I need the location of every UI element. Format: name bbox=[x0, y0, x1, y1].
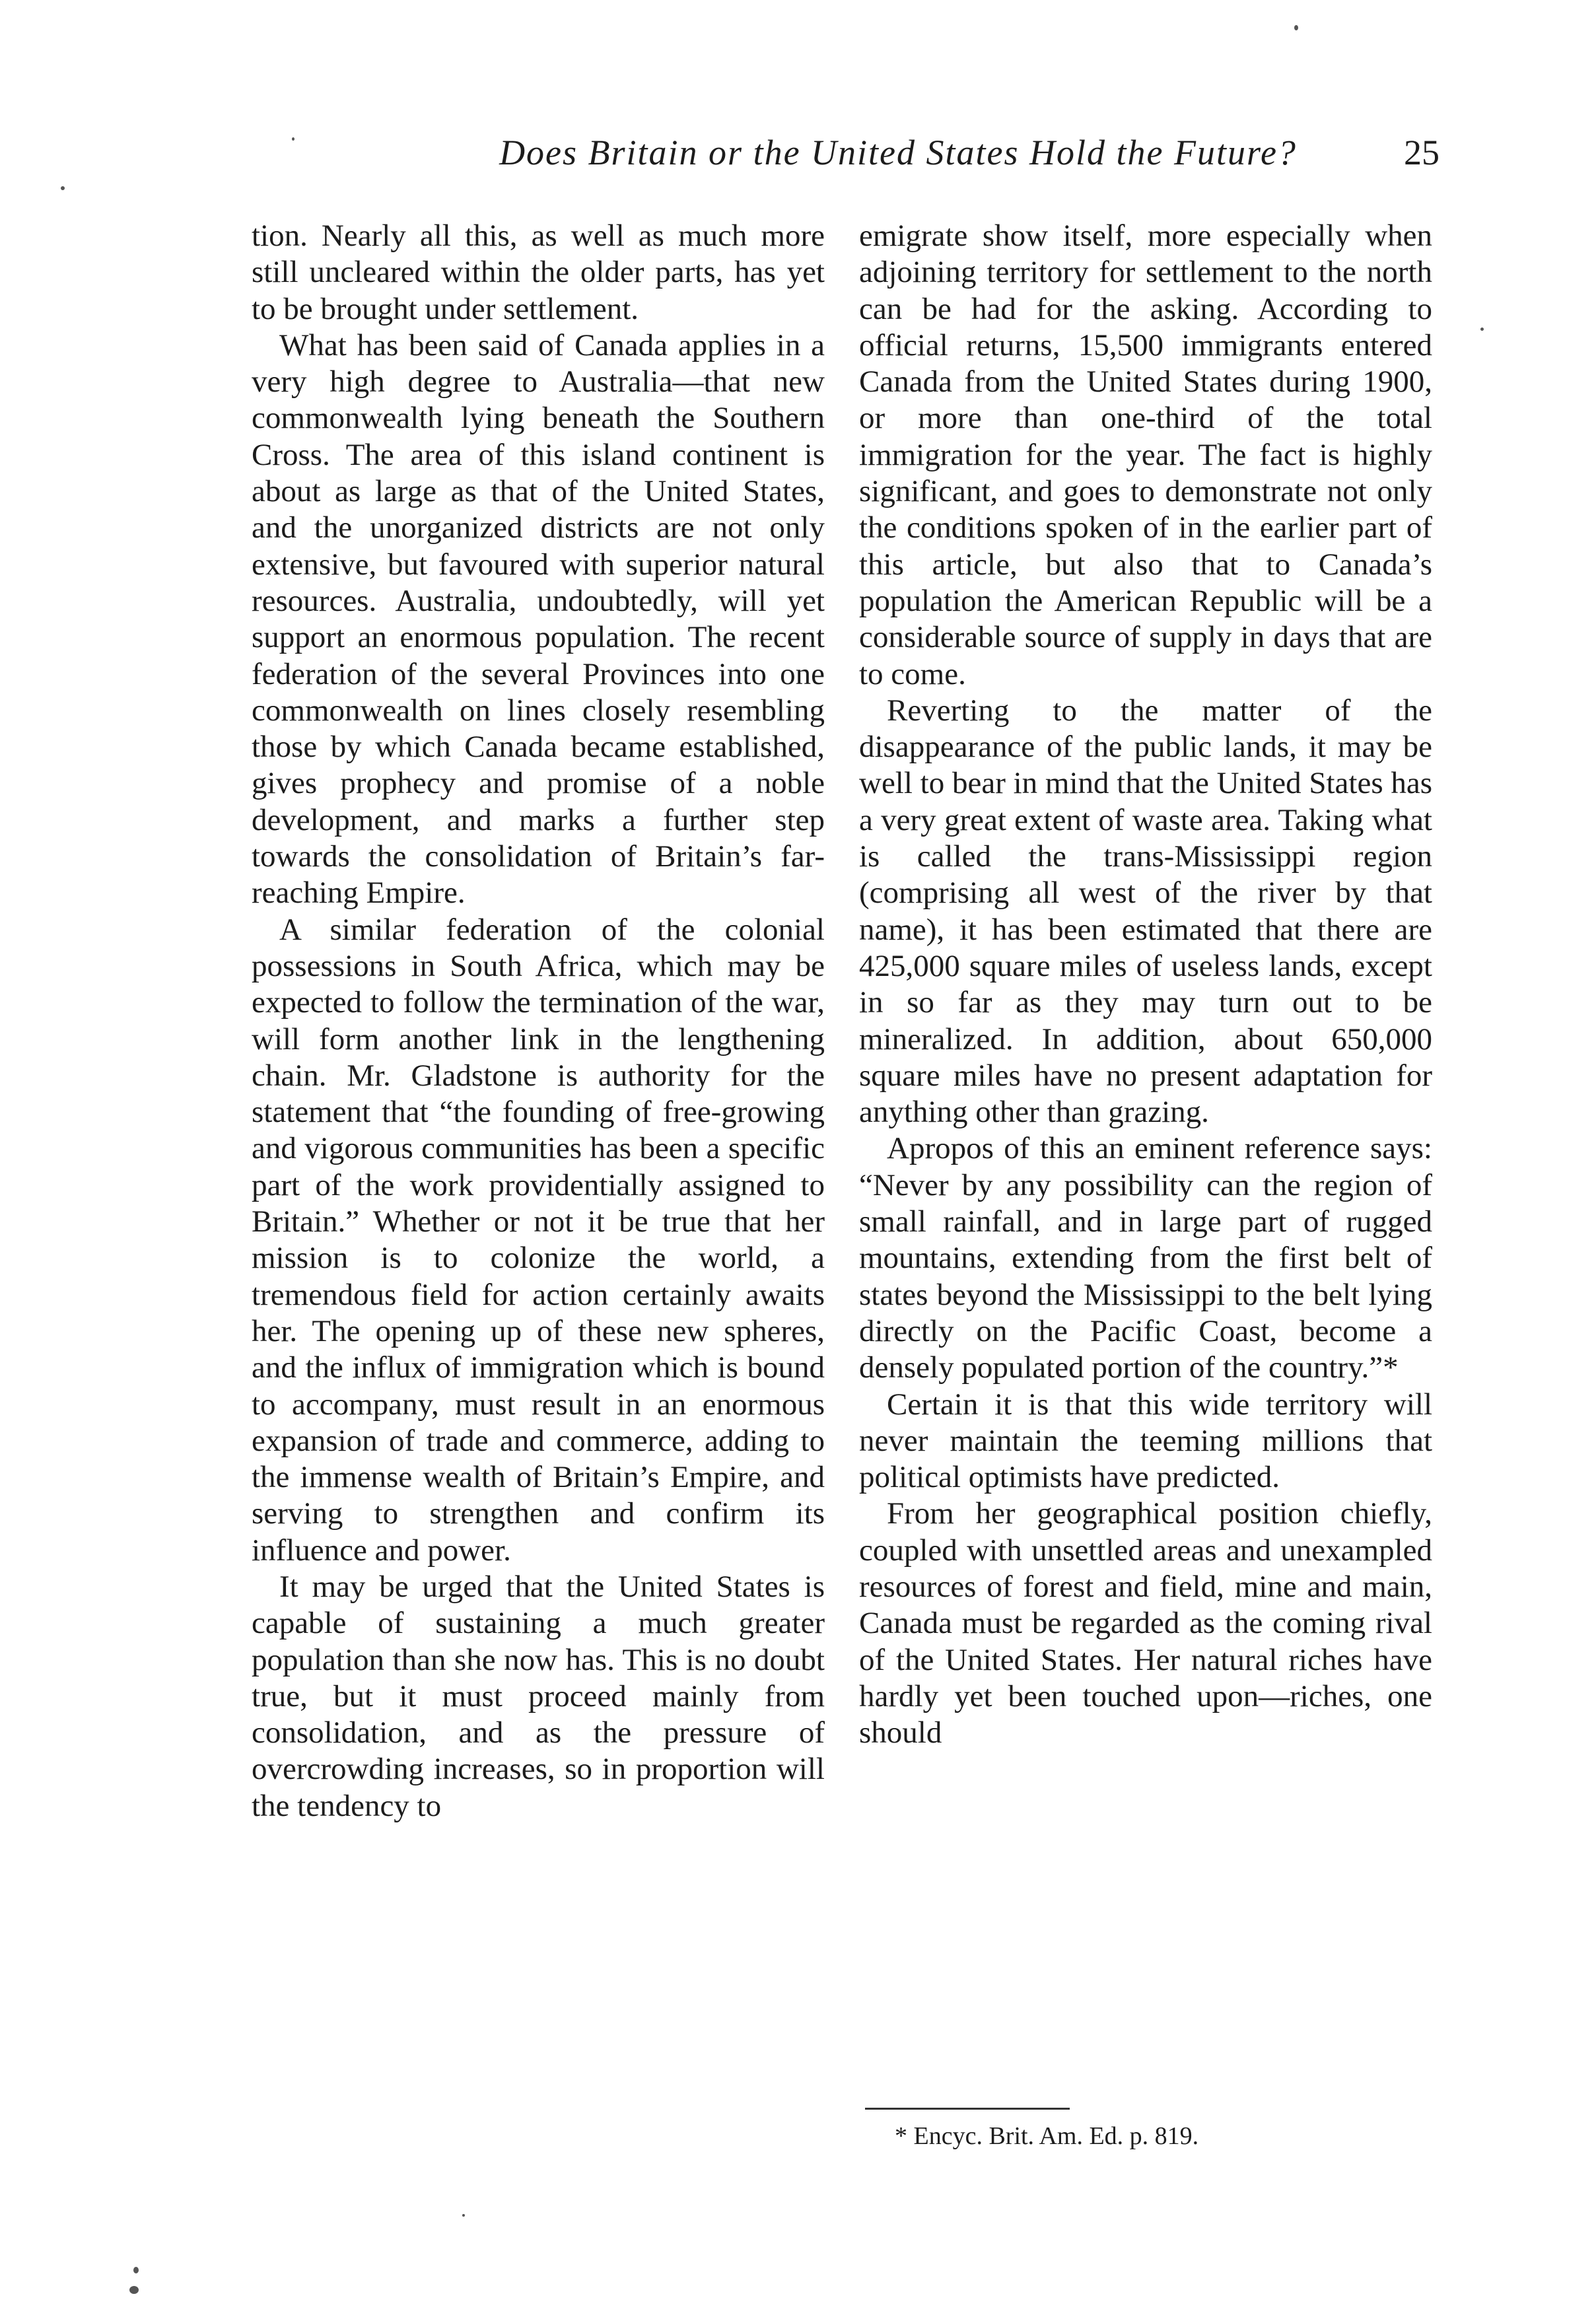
footnote: * Encyc. Brit. Am. Ed. p. 819. bbox=[895, 2122, 1199, 2150]
paragraph: It may be urged that the United States is capable of sustaining a much greater population than she now has. This is no doubt true, but it must proceed mainly from consolidation, and as the pressure of overcrowding increases, so in proportion will the tendency to bbox=[252, 1569, 825, 1823]
paragraph: Apropos of this an eminent reference says: “Never by any possibility can the region of small rainfall, and in large part of rugged mountains, extending from the first belt of states beyond the Mississippi to the belt lying directly on the Pacific Coast, become a densely populated portion of the country.”* bbox=[859, 1131, 1432, 1385]
paragraph: Reverting to the matter of the disappearance of the public lands, it may be well to bear in mind that the United States has a very great extent of waste area. Taking what is called the trans-Mississippi region (comprising all west of the river by that name), it has been estimated that there are 425,000 square miles of useless lands, except in so far as they may turn out to be mineralized. In addition, about 650,000 square miles have no present adaptation for anything other than grazing. bbox=[859, 693, 1433, 1130]
right-column bbox=[859, 218, 1432, 1751]
paragraph: From her geographical position chiefly, coupled with unsettled areas and unexampled resources of forest and field, mine and main, Canada must be regarded as the coming rival of the United States. Her natural riches have hardly yet been touched upon—riches, one should bbox=[859, 1496, 1432, 1750]
paragraph: Certain it is that this wide territory will never maintain the teeming millions that political optimists have predicted. bbox=[859, 1387, 1432, 1495]
scan-speck bbox=[129, 2286, 139, 2294]
scan-speck bbox=[133, 2267, 139, 2273]
footnote-divider bbox=[865, 2108, 1070, 2110]
scan-speck bbox=[61, 186, 65, 190]
page-number: 25 bbox=[1404, 133, 1440, 172]
paragraph: tion. Nearly all this, as well as much more still uncleared within the older parts, has yet to be brought under settlement. bbox=[252, 219, 825, 326]
scan-speck bbox=[1480, 328, 1484, 331]
scan-speck bbox=[1294, 25, 1298, 30]
paragraph: emigrate show itself, more especially when adjoining territory for settlement to the north can be had for the asking. According to official returns, 15,500 immigrants entered Canada from the United States during 1900, or more than one-third of the total immigration for the year. The fact is highly significant, and goes to demonstrate not only the conditions spoken of in the earlier part of this article, but also that to Canada’s population the American Republic will be a considerable source of supply in days that are to come. bbox=[859, 219, 1432, 691]
scan-speck bbox=[462, 2214, 465, 2217]
paragraph: A similar federation of the colonial possessions in South Africa, which may be expected to follow the termination of the war, will form another link in the lengthening chain. Mr. Gladstone is authority for the statement that “the founding of free-growing and vigorous communities has been a specific part of the work providentially assigned to Britain.” Whether or not it be true that her mission is to colonize the world, a tremendous field for action certainly awaits her. The opening up of these new spheres, and the influx of immigration which is bound to accompany, must result in an enormous expansion of trade and commerce, adding to the immense wealth of Britain’s Empire, and serving to strengthen and confirm its influence and power. bbox=[252, 912, 825, 1568]
running-title: Does Britain or the United States Hold the Future? bbox=[499, 133, 1297, 172]
paragraph: What has been said of Canada applies in a very high degree to Australia—that new commonwealth lying beneath the Southern Cross. The area of this island continent is about as large as that of the United States, and the unorganized districts are not only extensive, but favoured with superior natural resources. Australia, undoubtedly, will yet support an enormous population. The recent federation of the several Provinces into one commonwealth on lines closely resembling those by which Canada became established, gives prophecy and promise of a noble development, and marks a further step towards the consolidation of Britain’s far-reaching Empire. bbox=[252, 328, 825, 911]
left-column bbox=[252, 218, 825, 1824]
scan-speck bbox=[292, 137, 295, 141]
